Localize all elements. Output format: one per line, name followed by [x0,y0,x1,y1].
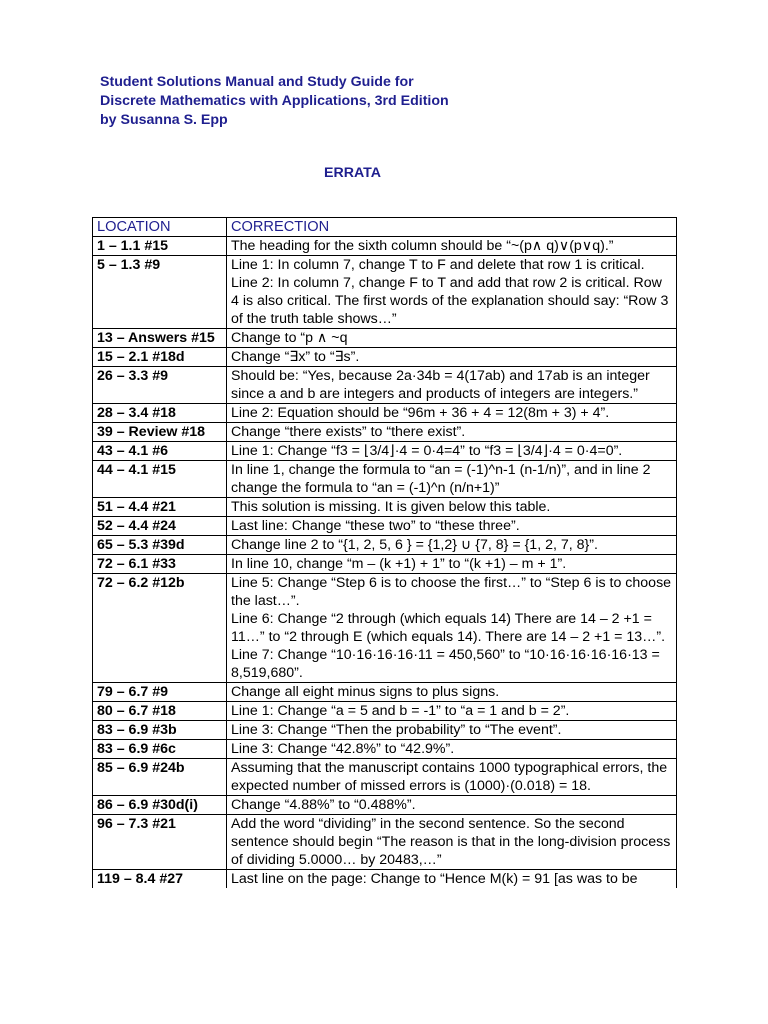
table-row [93,256,677,329]
location-cell: 44 – 4.1 #15 [93,461,227,498]
table-row [93,367,677,404]
correction-text: Line 3: Change “42.8%” to “42.9%”. [231,741,455,757]
table-row [93,536,677,555]
table-row [93,555,677,574]
correction-text: Change “there exists” to “there exist”. [231,424,466,440]
table-row [93,237,677,256]
correction-text: Line 3: Change “Then the probability” to “The event”. [231,722,562,738]
errata-table-body [93,237,677,889]
table-row [93,574,677,683]
correction-cell [227,256,677,329]
location-cell: 80 – 6.7 #18 [93,702,227,721]
table-row [93,442,677,461]
table-row [93,721,677,740]
location-cell: 26 – 3.3 #9 [93,367,227,404]
correction-text: Last line: Change “these two” to “these three”. [231,518,520,534]
correction-cell [227,536,677,555]
correction-cell [227,517,677,536]
title-line-1: Student Solutions Manual and Study Guide for [100,74,414,90]
table-row [93,498,677,517]
correction-cell [227,555,677,574]
location-cell: 65 – 5.3 #39d [93,536,227,555]
correction-cell [227,683,677,702]
table-header-row [93,218,677,237]
table-row [93,870,677,889]
correction-header: CORRECTION [227,218,677,237]
section-title: ERRATA [324,165,382,181]
correction-cell [227,461,677,498]
table-row [93,759,677,796]
correction-cell [227,574,677,683]
correction-text-extra: Line 7: Change “10·16·16·16·11 = 450,560” to “10·16·16·16·16·13 = 8,519,680”. [231,647,660,681]
location-cell: 28 – 3.4 #18 [93,404,227,423]
correction-cell [227,423,677,442]
table-row [93,702,677,721]
correction-text: Change line 2 to “{1, 2, 5, 6 } = {1,2} ∪ {7, 8} = {1, 2, 7, 8}”. [231,537,598,553]
correction-cell [227,348,677,367]
correction-text: In line 1, change the formula to “an = (-1)^n-1 (n-1/n)”, and in line 2 change the formula to “an = (-1)^n (n/n+1)” [231,462,651,496]
table-row [93,461,677,498]
location-cell: 72 – 6.1 #33 [93,555,227,574]
correction-text-extra: Line 6: Change “2 through (which equals 14) There are 14 – 2 +1 = 11…” to “2 through E (which equals 14). There are 14 – 2 +1 = 13…”. [231,611,666,645]
correction-text: In line 10, change “m – (k +1) + 1” to “(k +1) – m + 1”. [231,556,567,572]
title-line-3: by Susanna S. Epp [100,112,228,128]
table-row [93,815,677,870]
correction-text: Line 1: In column 7, change T to F and delete that row 1 is critical. Line 2: In column 7, change F to T and add that row 2 is critical. Row 4 is also critical. The first words of the explanation should say: “Row 3 of the truth table shows…” [231,257,669,327]
correction-text: Change to “p ∧ ~q [231,330,348,346]
correction-text: Change “∃x” to “∃s”. [231,349,360,365]
location-cell: 119 – 8.4 #27 [93,870,227,889]
location-cell: 39 – Review #18 [93,423,227,442]
location-cell: 85 – 6.9 #24b [93,759,227,796]
correction-text: Should be: “Yes, because 2a·34b = 4(17ab) and 17ab is an integer since a and b are integers and products of integers are integers.” [231,368,650,402]
location-cell: 96 – 7.3 #21 [93,815,227,870]
correction-cell [227,721,677,740]
correction-text: Line 1: Change “f3 = ⌊3/4⌋·4 = 0·4=4” to “f3 = ⌊3/4⌋·4 = 0·4=0”. [231,443,623,459]
correction-cell [227,702,677,721]
errata-table [92,217,677,888]
correction-cell [227,329,677,348]
location-cell: 52 – 4.4 #24 [93,517,227,536]
correction-cell [227,740,677,759]
correction-text: This solution is missing. It is given below this table. [231,499,551,515]
correction-cell [227,237,677,256]
correction-text: The heading for the sixth column should be “~(p∧ q)∨(p∨q).” [231,238,614,254]
table-row [93,329,677,348]
location-cell: 79 – 6.7 #9 [93,683,227,702]
table-row [93,348,677,367]
location-header: LOCATION [93,218,227,237]
location-cell: 86 – 6.9 #30d(i) [93,796,227,815]
location-cell: 83 – 6.9 #6c [93,740,227,759]
correction-text: Change “4.88%” to “0.488%”. [231,797,416,813]
table-row [93,683,677,702]
correction-cell [227,404,677,423]
location-cell: 43 – 4.1 #6 [93,442,227,461]
correction-text: Line 5: Change “Step 6 is to choose the first…” to “Step 6 is to choose the last…”. [231,575,672,609]
correction-text: Line 2: Equation should be “96m + 36 + 4 = 12(8m + 3) + 4”. [231,405,610,421]
title-line-2: Discrete Mathematics with Applications, 3rd Edition [100,93,449,109]
correction-cell [227,367,677,404]
location-cell: 15 – 2.1 #18d [93,348,227,367]
correction-text: Add the word “dividing” in the second sentence. So the second sentence should begin “The reason is that in the long-division process of dividing 5.0000… by 20483,…” [231,816,671,868]
correction-cell [227,796,677,815]
correction-cell [227,498,677,517]
table-row [93,404,677,423]
correction-text: Last line on the page: Change to “Hence M(k) = 91 [as was to be [231,871,638,887]
table-row [93,517,677,536]
correction-cell [227,442,677,461]
correction-cell [227,870,677,889]
table-row [93,796,677,815]
location-cell: 5 – 1.3 #9 [93,256,227,329]
table-row [93,423,677,442]
location-cell: 72 – 6.2 #12b [93,574,227,683]
table-row [93,740,677,759]
correction-text: Assuming that the manuscript contains 1000 typographical errors, the expected number of missed errors is (1000)·(0.018) = 18. [231,760,668,794]
location-cell: 51 – 4.4 #21 [93,498,227,517]
location-cell: 83 – 6.9 #3b [93,721,227,740]
correction-text: Line 1: Change “a = 5 and b = -1” to “a = 1 and b = 2”. [231,703,570,719]
correction-cell [227,759,677,796]
correction-text: Change all eight minus signs to plus signs. [231,684,500,700]
location-cell: 1 – 1.1 #15 [93,237,227,256]
correction-cell [227,815,677,870]
document-header [100,73,700,130]
location-cell: 13 – Answers #15 [93,329,227,348]
